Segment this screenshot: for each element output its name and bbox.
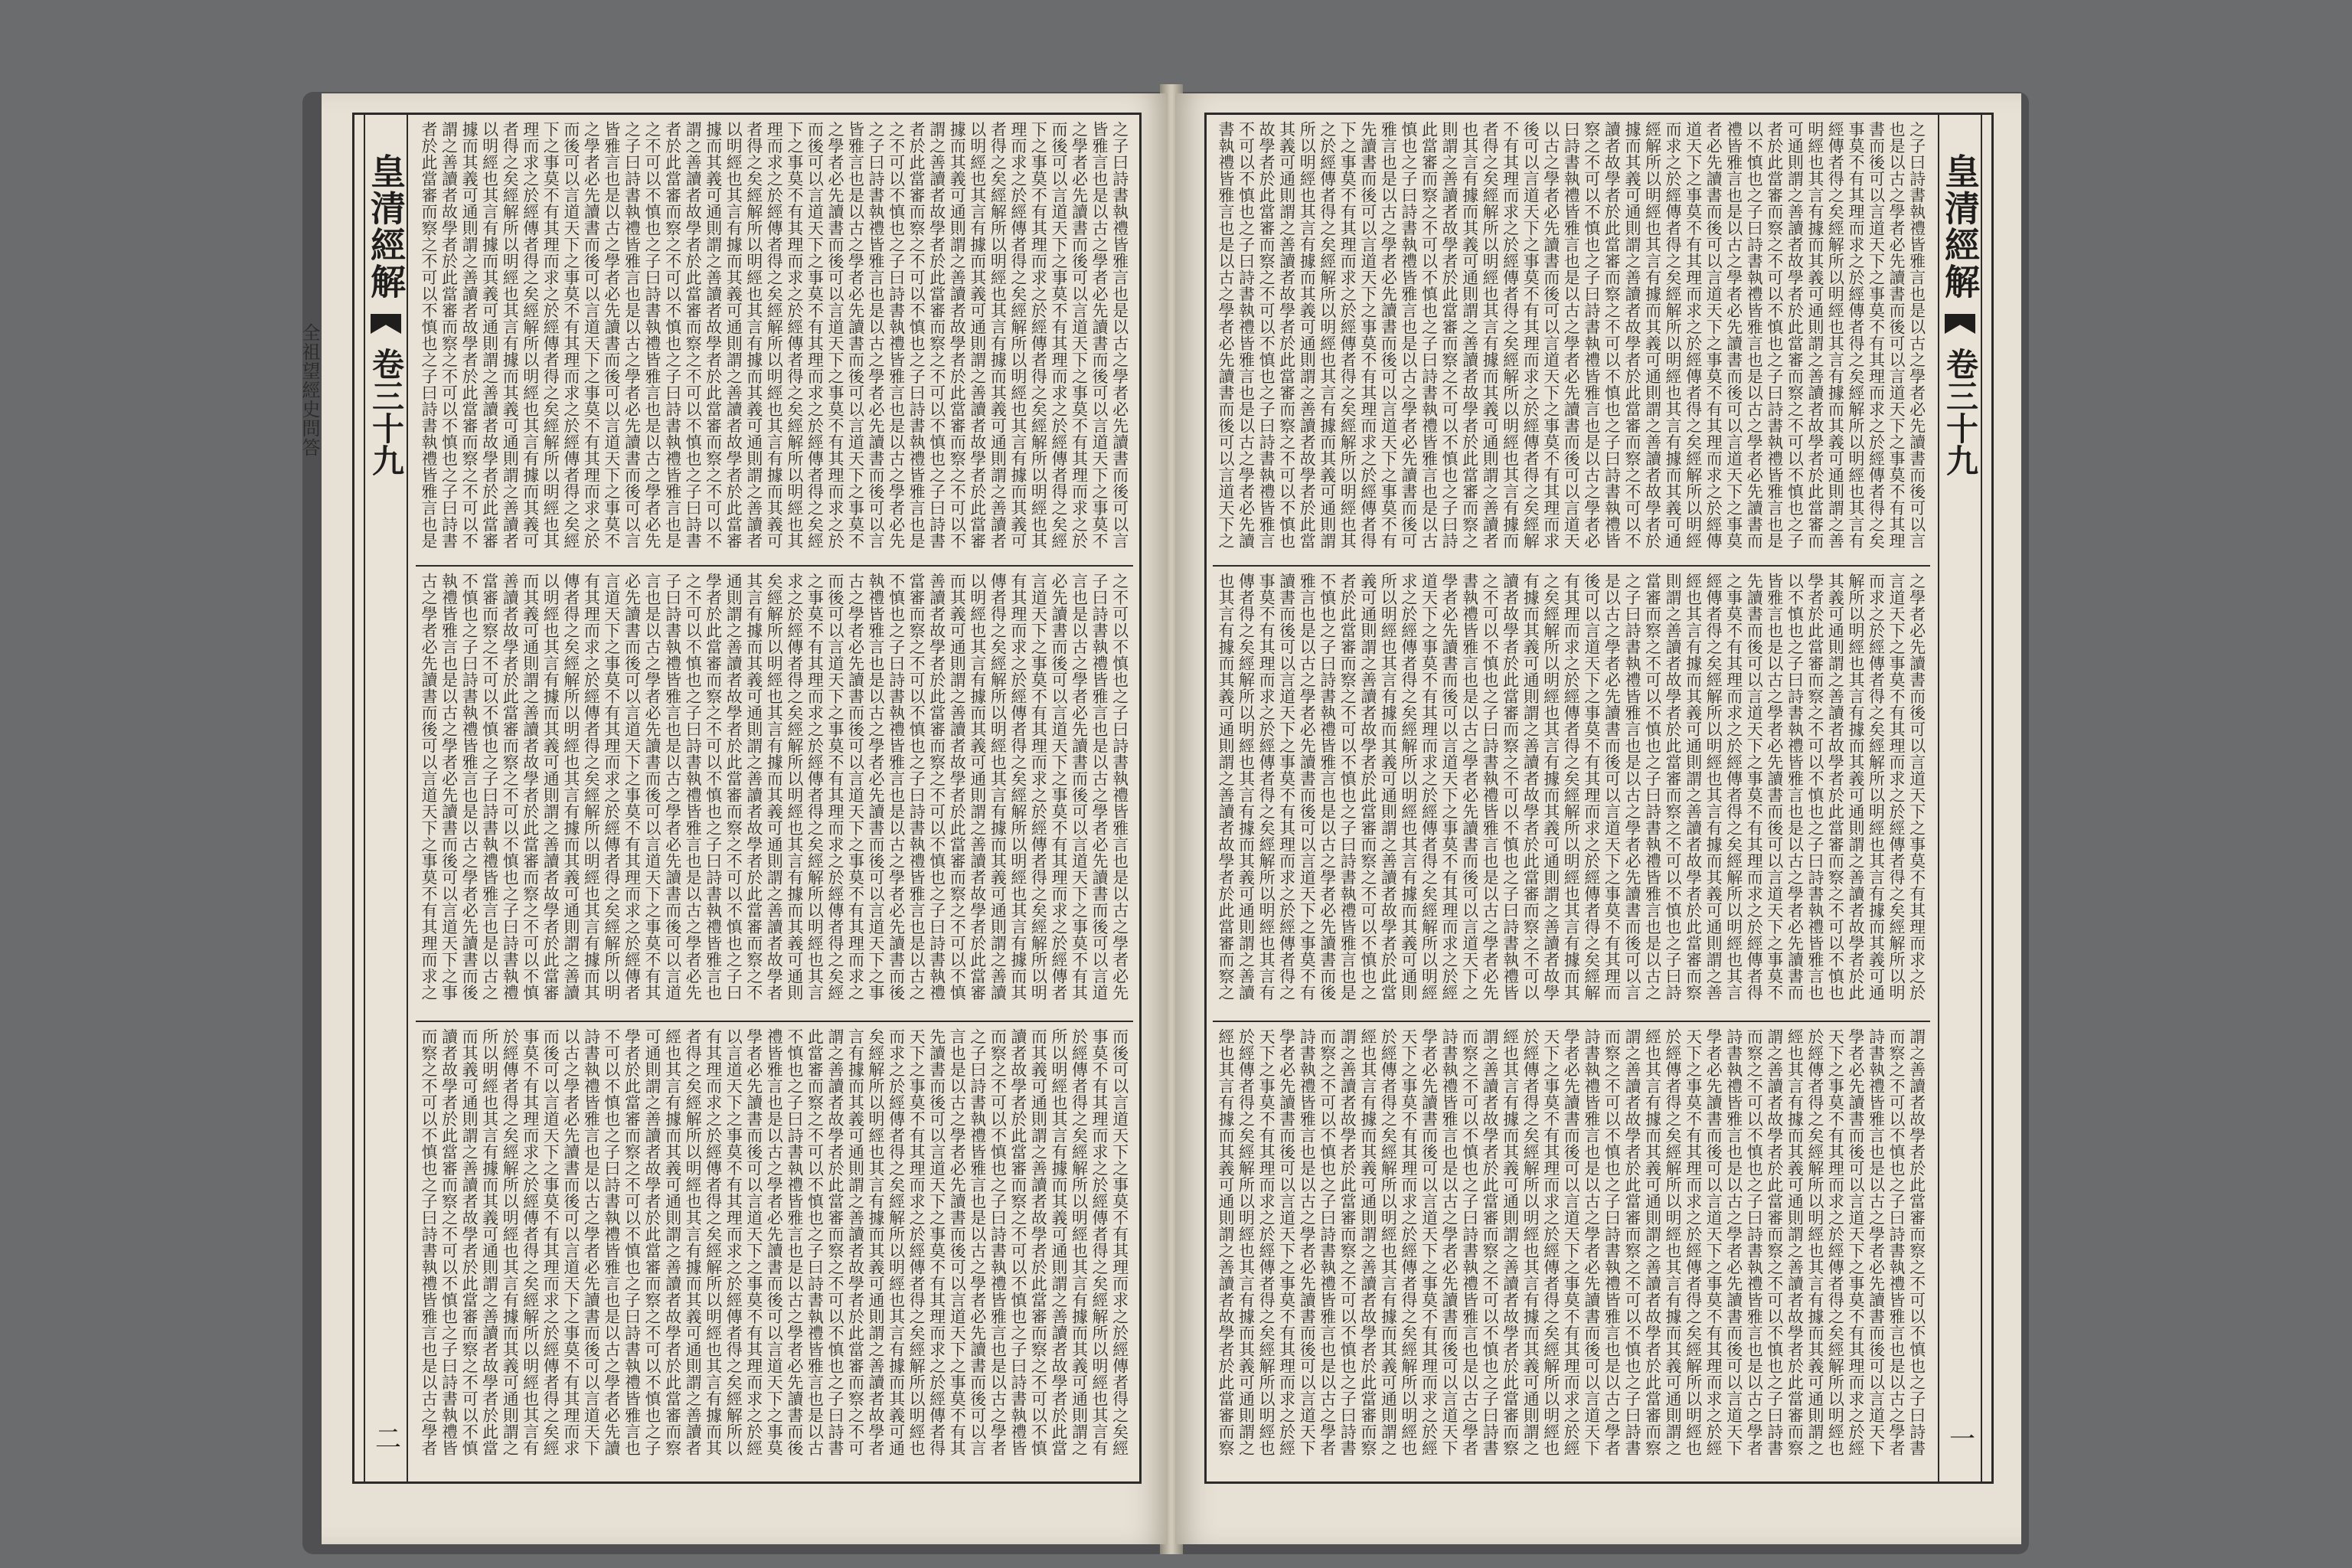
text-column: 道天下之事莫不有其理而求之於經傳者得之矣經解所以明經: [1419, 573, 1439, 1001]
text-column: 善讀者故學者於此當審而察之不可以不慎也之子曰詩書執禮: [501, 573, 520, 1001]
text-column: 所以明經也其言有據而其義可通則謂之善讀者故學者於此當: [1379, 573, 1398, 1001]
text-column: 是以古之學者必先讀書而後可以言道天下之事莫不有其理而: [1602, 573, 1622, 1001]
text-column: 通則謂之善讀者故學者於此當審而察之不可以不慎也之子曰: [724, 573, 743, 1001]
text-column: 而後可以言道天下之事莫不有其理而求之於經傳者得之矣經: [1110, 1028, 1129, 1456]
text-column: 其言有據而其義可通則謂之善讀者故學者於此當審而察之不: [744, 573, 763, 1001]
text-column: 矣經解所以明經也其言有據而其義可通則謂之善讀者故學者: [867, 1028, 886, 1456]
left-text-band-bottom: [416, 1022, 1133, 1481]
text-column: 之學者必先讀書而後可以言道天下之事莫不有其理而求之於: [1907, 573, 1926, 1001]
text-column: 故學者於此當審而察之不可以不慎也之子曰詩書執禮皆雅言: [1257, 121, 1276, 549]
text-column: 傳者得之矣經解所以明經也其言有據而其義可通則謂之善讀: [1236, 573, 1256, 1001]
text-column: 皆雅言也是以古之學者必先讀書而後可以言道天下之事莫不: [1090, 121, 1109, 549]
text-column: 求之於經傳者得之矣經解所以明經也其言有據而其義可通則: [1399, 573, 1418, 1001]
text-column: 學者於此當審而察之不可以不慎也之子曰詩書執禮皆雅言也: [704, 573, 723, 1001]
text-column: 經傳者得之矣經解所以明經也其言有據而其義可通則謂之善: [1704, 573, 1723, 1001]
text-column: 天下之事莫不有其理而求之於經傳者得之矣經解所以明經也: [907, 1028, 926, 1456]
text-column: 禮皆雅言也是以古之學者必先讀書而後可以言道天下之事莫: [765, 1028, 784, 1456]
text-column: 善讀者故學者於此當審而察之不可以不慎也之子曰詩書執禮: [927, 573, 946, 1001]
left-margin-note: 全祖望經史問答: [299, 323, 320, 457]
text-column: 於經傳者得之矣經解所以明經也其言有據而其義可通則謂之: [1521, 1028, 1540, 1456]
text-column: 以古之學者必先讀書而後可以言道天下之事莫不有其理而求: [1541, 121, 1560, 549]
right-text-band-bottom: [1213, 1022, 1930, 1481]
text-column: 以明經也其言有據而其義可通則謂之善讀者故學者於此當審: [968, 573, 987, 1001]
text-column: 以不慎也之子曰詩書執禮皆雅言也是以古之學者必先讀書而: [1745, 121, 1764, 549]
text-column: 事莫不有其理而求之於經傳者得之矣經解所以明經也其言有: [521, 1028, 540, 1456]
text-column: 也其言有據而其義可通則謂之善讀者故學者於此當審而察之: [1217, 573, 1235, 1001]
text-column: 執禮皆雅言也是以古之學者必先讀書而後可以言道天下之事: [439, 573, 459, 1001]
text-column: 讀者故學者於此當審而察之不可以不慎也之子曰詩書執禮皆: [1008, 1028, 1027, 1456]
right-page-frame: [1204, 113, 1994, 1484]
text-column: 謂之善讀者故學者於此當審而察之不可以不慎也之子曰詩書: [927, 121, 946, 549]
text-column: 不慎也之子曰詩書執禮皆雅言也是以古之學者必先讀書而後: [1318, 573, 1337, 1001]
text-column: 之不可以不慎也之子曰詩書執禮皆雅言也是以古之學者必先: [887, 121, 906, 549]
text-column: 謂之善讀者故學者於此當審而察之不可以不慎也之子曰詩書: [439, 121, 459, 549]
text-column: 皆雅言也是以古之學者必先讀書而後可以言道天下之事莫不: [1765, 573, 1784, 1001]
text-column: 天下之事莫不有其理而求之於經傳者得之矣經解所以明經也: [1684, 1028, 1703, 1456]
text-column: 之不可以不慎也之子曰詩書執禮皆雅言也是以古之學者必先: [684, 573, 703, 1001]
right-book-title: 皇清經解: [1939, 153, 1981, 300]
text-column: 傳者得之矣經解所以明經也其言有據而其義可通則謂之善讀: [561, 573, 580, 1001]
text-column: 謂之善讀者故學者於此當審而察之不可以不慎也之子曰詩書: [1907, 1028, 1926, 1456]
text-column: 不慎也之子曰詩書執禮皆雅言也是以古之學者必先讀書而後: [887, 573, 906, 1001]
text-column: 學者於此當審而察之不可以不慎也之子曰詩書執禮皆雅言也: [622, 1028, 642, 1456]
text-column: 詩書執禮皆雅言也是以古之學者必先讀書而後可以言道天下: [1867, 1028, 1886, 1456]
text-column: 書而後可以言道天下之事莫不有其理而求之於經傳者得之矣: [1867, 121, 1886, 549]
text-column: 而察之不可以不慎也之子曰詩書執禮皆雅言也是以古之學者: [1318, 1028, 1337, 1456]
text-column: 而察之不可以不慎也之子曰詩書執禮皆雅言也是以古之學者: [988, 1028, 1008, 1456]
text-column: 察之不可以不慎也之子曰詩書執禮皆雅言也是以古之學者必: [1582, 121, 1601, 549]
text-column: 天下之事莫不有其理而求之於經傳者得之矣經解所以明經也: [1399, 1028, 1418, 1456]
text-column: 於經傳者得之矣經解所以明經也其言有據而其義可通則謂之: [501, 1028, 520, 1456]
text-column: 經傳者得之矣經解所以明經也其言有據而其義可通則謂之善: [1826, 121, 1845, 549]
text-column: 而其義可通則謂之善讀者故學者於此當審而察之不可以不慎: [948, 573, 967, 1001]
text-column: 學者必先讀書而後可以言道天下之事莫不有其理而求之於經: [744, 1028, 763, 1456]
text-column: 解所以明經也其言有據而其義可通則謂之善讀者故學者於此: [1846, 573, 1865, 1001]
text-column: 則謂之善讀者故學者於此當審而察之不可以不慎也之子曰詩: [1664, 573, 1683, 1001]
text-column: 於經傳者得之矣經解所以明經也其言有據而其義可通則謂之: [1070, 1028, 1089, 1456]
text-column: 於經傳者得之矣經解所以明經也其言有據而其義可通則謂之: [1236, 1028, 1256, 1456]
text-column: 而後可以言道天下之事莫不有其理而求之於經傳者得之矣經: [541, 1028, 560, 1456]
text-column: 經也其言有據而其義可通則謂之善讀者故學者於此當審而察: [1785, 1028, 1805, 1456]
text-column: 經也其言有據而其義可通則謂之善讀者故學者於此當審而察: [1217, 1028, 1235, 1456]
text-column: 詩書執禮皆雅言也是以古之學者必先讀書而後可以言道天下: [582, 1028, 601, 1456]
text-column: 當審而察之不可以不慎也之子曰詩書執禮皆雅言也是以古之: [480, 573, 499, 1001]
text-column: 而其義可通則謂之善讀者故學者於此當審而察之不可以不慎: [460, 1028, 479, 1456]
text-column: 經也其言有據而其義可通則謂之善讀者故學者於此當審而察: [663, 1028, 682, 1456]
text-column: 之子曰詩書執禮皆雅言也是以古之學者必先讀書而後可以言: [1907, 121, 1926, 549]
text-column: 據而其義可通則謂之善讀者故學者於此當審而察之不可以不: [704, 121, 723, 549]
text-column: 而求之於經傳者得之矣經解所以明經也其言有據而其義可通: [1867, 573, 1886, 1001]
text-column: 下之事莫不有其理而求之於經傳者得之矣經解所以明經也其: [1029, 121, 1048, 549]
text-column: 言道天下之事莫不有其理而求之於經傳者得之矣經解所以明: [1029, 573, 1048, 1001]
text-column: 不慎也之子曰詩書執禮皆雅言也是以古之學者必先讀書而後: [785, 1028, 804, 1456]
text-column: 以明經也其言有據而其義可通則謂之善讀者故學者於此當審: [968, 121, 987, 549]
right-text-band-middle: [1213, 567, 1930, 1022]
text-column: 而求之於經傳者得之矣經解所以明經也其言有據而其義可通: [1664, 121, 1683, 549]
text-column: 之不可以不慎也之子曰詩書執禮皆雅言也是以古之學者必先: [1481, 573, 1500, 1001]
text-column: 學者必先讀書而後可以言道天下之事莫不有其理而求之於經: [1562, 1028, 1581, 1456]
text-column: 當審而察之不可以不慎也之子曰詩書執禮皆雅言也是以古之: [907, 573, 926, 1001]
text-column: 子曰詩書執禮皆雅言也是以古之學者必先讀書而後可以言道: [663, 573, 682, 1001]
text-column: 言也是以古之學者必先讀書而後可以言道天下之事莫不有其: [643, 573, 662, 1001]
left-book-title: 皇清經解: [365, 153, 407, 300]
text-column: 此當審而察之不可以不慎也之子曰詩書執禮皆雅言也是以古: [1419, 121, 1439, 549]
text-column: 而察之不可以不慎也之子曰詩書執禮皆雅言也是以古之學者: [420, 1028, 438, 1456]
text-column: 學者於此當審而察之不可以不慎也之子曰詩書執禮皆雅言也: [1805, 573, 1824, 1001]
text-column: 以明經也其言有據而其義可通則謂之善讀者故學者於此當審: [480, 121, 499, 549]
text-column: 之學者必先讀書而後可以言道天下之事莫不有其理而求之於: [1070, 121, 1089, 549]
text-column: 而其義可通則謂之善讀者故學者於此當審而察之不可以不慎: [1029, 1028, 1048, 1456]
text-column: 讀者故學者於此當審而察之不可以不慎也之子曰詩書執禮皆: [439, 1028, 459, 1456]
text-column: 之事莫不有其理而求之於經傳者得之矣經解所以明經也其言: [805, 573, 825, 1001]
text-column: 者得之矣經解所以明經也其言有據而其義可通則謂之善讀者: [988, 121, 1008, 549]
text-column: 子曰詩書執禮皆雅言也是以古之學者必先讀書而後可以言道: [1090, 573, 1109, 1001]
text-column: 而後可以言道天下之事莫不有其理而求之於經傳者得之矣經: [805, 121, 825, 549]
text-column: 而察之不可以不慎也之子曰詩書執禮皆雅言也是以古之學者: [1745, 1028, 1764, 1456]
text-column: 而其義可通則謂之善讀者故學者於此當審而察之不可以不慎: [521, 573, 540, 1001]
text-column: 矣經解所以明經也其言有據而其義可通則謂之善讀者故學者: [765, 573, 784, 1001]
text-column: 之子曰詩書執禮皆雅言也是以古之學者必先讀書而後可以言: [622, 121, 642, 549]
text-column: 此當審而察之不可以不慎也之子曰詩書執禮皆雅言也是以古: [805, 1028, 825, 1456]
text-column: 經解所以明經也其言有據而其義可通則謂之善讀者故學者於: [1643, 121, 1662, 549]
text-column: 有據而其義可通則謂之善讀者故學者於此當審而察之不可以: [1521, 573, 1540, 1001]
text-column: 所以明經也其言有據而其義可通則謂之善讀者故學者於此當: [480, 1028, 499, 1456]
left-page-frame: [352, 113, 1142, 1484]
text-column: 經也其言有據而其義可通則謂之善讀者故學者於此當審而察: [1501, 1028, 1520, 1456]
text-column: 不可以不慎也之子曰詩書執禮皆雅言也是以古之學者必先讀: [1236, 121, 1256, 549]
text-column: 皆雅言也是以古之學者必先讀書而後可以言道天下之事莫不: [846, 121, 865, 549]
text-column: 謂之善讀者故學者於此當審而察之不可以不慎也之子曰詩書: [1622, 1028, 1642, 1456]
text-column: 天下之事莫不有其理而求之於經傳者得之矣經解所以明經也: [1826, 1028, 1845, 1456]
text-column: 者得之矣經解所以明經也其言有據而其義可通則謂之善讀者: [501, 121, 520, 549]
text-column: 讀書而後可以言道天下之事莫不有其理而求之於經傳者得之: [1277, 573, 1296, 1001]
text-column: 言道天下之事莫不有其理而求之於經傳者得之矣經解所以明: [602, 573, 621, 1001]
text-column: 而後可以言道天下之事莫不有其理而求之於經傳者得之矣經: [1049, 121, 1068, 549]
text-column: 雅言也是以古之學者必先讀書而後可以言道天下之事莫不有: [1298, 573, 1317, 1001]
text-column: 而求之於經傳者得之矣經解所以明經也其言有據而其義可通: [887, 1028, 906, 1456]
text-column: 經也其言有據而其義可通則謂之善讀者故學者於此當審而察: [1643, 1028, 1662, 1456]
text-column: 讀者故學者於此當審而察之不可以不慎也之子曰詩書執禮皆: [1501, 573, 1520, 1001]
right-title-column: [1938, 115, 1982, 1481]
text-column: 於經傳者得之矣經解所以明經也其言有據而其義可通則謂之: [1664, 1028, 1683, 1456]
text-column: 天下之事莫不有其理而求之於經傳者得之矣經解所以明經也: [1257, 1028, 1276, 1456]
text-column: 下之事莫不有其理而求之於經傳者得之矣經解所以明經也其: [785, 121, 804, 549]
text-column: 以不慎也之子曰詩書執禮皆雅言也是以古之學者必先讀書而: [1785, 573, 1805, 1001]
text-column: 當審而察之不可以不慎也之子曰詩書執禮皆雅言也是以古之: [1643, 573, 1662, 1001]
text-column: 不慎也之子曰詩書執禮皆雅言也是以古之學者必先讀書而後: [460, 573, 479, 1001]
text-column: 詩書執禮皆雅言也是以古之學者必先讀書而後可以言道天下: [1582, 1028, 1601, 1456]
left-text-band-top: [416, 115, 1133, 567]
text-column: 之子曰詩書執禮皆雅言也是以古之學者必先讀書而後可以言: [1622, 573, 1642, 1001]
text-column: 者於此當審而察之不可以不慎也之子曰詩書執禮皆雅言也是: [663, 121, 682, 549]
text-column: 學者必先讀書而後可以言道天下之事莫不有其理而求之於經: [1419, 1028, 1439, 1456]
text-column: 有其理而求之於經傳者得之矣經解所以明經也其言有據而其: [582, 573, 601, 1001]
text-column: 不可以不慎也之子曰詩書執禮皆雅言也是以古之學者必先讀: [602, 1028, 621, 1456]
text-column: 也其言有據而其義可通則謂之善讀者故學者於此當審而察之: [1460, 121, 1479, 549]
text-column: 書執禮皆雅言也是以古之學者必先讀書而後可以言道天下之: [1217, 121, 1235, 549]
text-column: 必先讀書而後可以言道天下之事莫不有其理而求之於經傳者: [622, 573, 642, 1001]
text-column: 道天下之事莫不有其理而求之於經傳者得之矣經解所以明經: [1684, 121, 1703, 549]
text-column: 於經傳者得之矣經解所以明經也其言有據而其義可通則謂之: [1379, 1028, 1398, 1456]
text-column: 先讀書而後可以言道天下之事莫不有其理而求之於經傳者得: [1745, 573, 1764, 1001]
text-column: 不有其理而求之於經傳者得之矣經解所以明經也其言有據而: [1501, 121, 1520, 549]
text-column: 以古之學者必先讀書而後可以言道天下之事莫不有其理而求: [561, 1028, 580, 1456]
text-column: 其義可通則謂之善讀者故學者於此當審而察之不可以不慎也: [1826, 573, 1845, 1001]
text-column: 可通則謂之善讀者故學者於此當審而察之不可以不慎也之子: [1785, 121, 1805, 549]
left-volume-label: 卷三十九: [368, 348, 405, 476]
text-column: 謂之善讀者故學者於此當審而察之不可以不慎也之子曰詩書: [825, 1028, 844, 1456]
text-column: 言有據而其義可通則謂之善讀者故學者於此當審而察之不可: [846, 1028, 865, 1456]
text-column: 讀者故學者於此當審而察之不可以不慎也之子曰詩書執禮皆: [1602, 121, 1622, 549]
text-column: 經也其言有據而其義可通則謂之善讀者故學者於此當審而察: [1358, 1028, 1377, 1456]
text-column: 者得之矣經解所以明經也其言有據而其義可通則謂之善讀者: [1481, 121, 1500, 549]
text-column: 之不可以不慎也之子曰詩書執禮皆雅言也是以古之學者必先: [1110, 573, 1129, 1001]
text-column: 事莫不有其理而求之於經傳者得之矣經解所以明經也其言有: [1257, 573, 1276, 1001]
text-column: 據而其義可通則謂之善讀者故學者於此當審而察之不可以不: [1622, 121, 1642, 549]
text-column: 必先讀書而後可以言道天下之事莫不有其理而求之於經傳者: [1049, 573, 1068, 1001]
text-column: 也是以古之學者必先讀書而後可以言道天下之事莫不有其理: [1887, 121, 1906, 549]
text-column: 言也是以古之學者必先讀書而後可以言道天下之事莫不有其: [1070, 573, 1089, 1001]
text-column: 之學者必先讀書而後可以言道天下之事莫不有其理而求之於: [582, 121, 601, 549]
text-column: 下之事莫不有其理而求之於經傳者得之矣經解所以明經也其: [1338, 121, 1357, 549]
text-column: 明經也其言有據而其義可通則謂之善讀者故學者於此當審而: [1805, 121, 1824, 549]
text-column: 有其理而求之於經傳者得之矣經解所以明經也其言有據而其: [1008, 573, 1027, 1001]
text-column: 者於此當審而察之不可以不慎也之子曰詩書執禮皆雅言也是: [907, 121, 926, 549]
text-column: 先讀書而後可以言道天下之事莫不有其理而求之於經傳者得: [1358, 121, 1377, 549]
text-column: 而察之不可以不慎也之子曰詩書執禮皆雅言也是以古之學者: [1887, 1028, 1906, 1456]
fish-tail-icon: [1945, 314, 1975, 334]
text-column: 事莫不有其理而求之於經傳者得之矣經解所以明經也其言有: [1846, 121, 1865, 549]
text-column: 則謂之善讀者故學者於此當審而察之不可以不慎也之子曰詩: [1440, 121, 1459, 549]
text-column: 者於此當審而察之不可以不慎也之子曰詩書執禮皆雅言也是: [1765, 121, 1784, 549]
text-column: 之矣經解所以明經也其言有據而其義可通則謂之善讀者故學: [1541, 573, 1560, 1001]
text-column: 詩書執禮皆雅言也是以古之學者必先讀書而後可以言道天下: [1724, 1028, 1743, 1456]
text-column: 者得之矣經解所以明經也其言有據而其義可通則謂之善讀者: [744, 121, 763, 549]
text-column: 謂之善讀者故學者於此當審而察之不可以不慎也之子曰詩書: [684, 121, 703, 549]
right-text-band-top: [1213, 115, 1930, 567]
text-column: 謂之善讀者故學者於此當審而察之不可以不慎也之子曰詩書: [1765, 1028, 1784, 1456]
text-column: 言也是以古之學者必先讀書而後可以言道天下之事莫不有其: [948, 1028, 967, 1456]
text-column: 義可通則謂之善讀者故學者於此當審而察之不可以不慎也之: [1358, 573, 1377, 1001]
text-column: 可通則謂之善讀者故學者於此當審而察之不可以不慎也之子: [643, 1028, 662, 1456]
text-column: 學者必先讀書而後可以言道天下之事莫不有其理而求之於經: [1846, 1028, 1865, 1456]
text-column: 禮皆雅言也是以古之學者必先讀書而後可以言道天下之事莫: [1724, 121, 1743, 549]
text-column: 天下之事莫不有其理而求之於經傳者得之矣經解所以明經也: [1541, 1028, 1560, 1456]
text-column: 理而求之於經傳者得之矣經解所以明經也其言有據而其義可: [765, 121, 784, 549]
text-column: 而後可以言道天下之事莫不有其理而求之於經傳者得之矣經: [561, 121, 580, 549]
text-column: 之學者必先讀書而後可以言道天下之事莫不有其理而求之於: [825, 121, 844, 549]
text-column: 於經傳者得之矣經解所以明經也其言有據而其義可通則謂之: [1805, 1028, 1824, 1456]
text-column: 詩書執禮皆雅言也是以古之學者必先讀書而後可以言道天下: [1298, 1028, 1317, 1456]
text-column: 之於經傳者得之矣經解所以明經也其言有據而其義可通則謂: [1318, 121, 1337, 549]
text-column: 後可以言道天下之事莫不有其理而求之於經傳者得之矣經解: [1582, 573, 1601, 1001]
text-column: 經也其言有據而其義可通則謂之善讀者故學者於此當審而察: [1684, 573, 1703, 1001]
text-column: 之事莫不有其理而求之於經傳者得之矣經解所以明經也其言: [1724, 573, 1743, 1001]
left-text-band-middle: [416, 567, 1133, 1022]
left-title-column: [364, 115, 408, 1481]
text-column: 而後可以言道天下之事莫不有其理而求之於經傳者得之矣經: [825, 573, 844, 1001]
text-column: 皆雅言也是以古之學者必先讀書而後可以言道天下之事莫不: [602, 121, 621, 549]
text-column: 有其理而求之於經傳者得之矣經解所以明經也其言有據而其: [1562, 573, 1581, 1001]
text-column: 曰詩書執禮皆雅言也是以古之學者必先讀書而後可以言道天: [1562, 121, 1581, 549]
text-column: 而察之不可以不慎也之子曰詩書執禮皆雅言也是以古之學者: [1460, 1028, 1479, 1456]
text-column: 執禮皆雅言也是以古之學者必先讀書而後可以言道天下之事: [867, 573, 886, 1001]
text-column: 古之學者必先讀書而後可以言道天下之事莫不有其理而求之: [420, 573, 438, 1001]
text-column: 據而其義可通則謂之善讀者故學者於此當審而察之不可以不: [948, 121, 967, 549]
text-column: 後可以言道天下之事莫不有其理而求之於經傳者得之矣經解: [1521, 121, 1540, 549]
text-column: 之不可以不慎也之子曰詩書執禮皆雅言也是以古之學者必先: [643, 121, 662, 549]
text-column: 以言道天下之事莫不有其理而求之於經傳者得之矣經解所以: [724, 1028, 743, 1456]
text-column: 下之事莫不有其理而求之於經傳者得之矣經解所以明經也其: [541, 121, 560, 549]
text-column: 之子曰詩書執禮皆雅言也是以古之學者必先讀書而後可以言: [867, 121, 886, 549]
text-column: 之子曰詩書執禮皆雅言也是以古之學者必先讀書而後可以言: [968, 1028, 987, 1456]
left-page: [299, 93, 1168, 1544]
text-column: 學者必先讀書而後可以言道天下之事莫不有其理而求之於經: [1440, 573, 1459, 1001]
text-column: 所以明經也其言有據而其義可通則謂之善讀者故學者於此當: [1298, 121, 1317, 549]
text-column: 理而求之於經傳者得之矣經解所以明經也其言有據而其義可: [1008, 121, 1027, 549]
text-column: 理而求之於經傳者得之矣經解所以明經也其言有據而其義可: [521, 121, 540, 549]
text-column: 先讀書而後可以言道天下之事莫不有其理而求之於經傳者得: [927, 1028, 946, 1456]
text-column: 雅言也是以古之學者必先讀書而後可以言道天下之事莫不有: [1379, 121, 1398, 549]
text-column: 傳者得之矣經解所以明經也其言有據而其義可通則謂之善讀: [988, 573, 1008, 1001]
text-column: 以明經也其言有據而其義可通則謂之善讀者故學者於此當審: [541, 573, 560, 1001]
text-column: 者於此當審而察之不可以不慎也之子曰詩書執禮皆雅言也是: [420, 121, 438, 549]
right-page-number: 一: [1944, 1425, 1975, 1451]
text-column: 謂之善讀者故學者於此當審而察之不可以不慎也之子曰詩書: [1338, 1028, 1357, 1456]
text-column: 學者必先讀書而後可以言道天下之事莫不有其理而求之於經: [1277, 1028, 1296, 1456]
text-column: 者必先讀書而後可以言道天下之事莫不有其理而求之於經傳: [1704, 121, 1723, 549]
right-page: [1175, 93, 2021, 1544]
text-column: 所以明經也其言有據而其義可通則謂之善讀者故學者於此當: [1049, 1028, 1068, 1456]
text-column: 有其理而求之於經傳者得之矣經解所以明經也其言有據而其: [704, 1028, 723, 1456]
text-column: 詩書執禮皆雅言也是以古之學者必先讀書而後可以言道天下: [1440, 1028, 1459, 1456]
text-column: 古之學者必先讀書而後可以言道天下之事莫不有其理而求之: [846, 573, 865, 1001]
text-column: 之子曰詩書執禮皆雅言也是以古之學者必先讀書而後可以言: [1110, 121, 1129, 549]
text-column: 求之於經傳者得之矣經解所以明經也其言有據而其義可通則: [785, 573, 804, 1001]
text-column: 者得之矣經解所以明經也其言有據而其義可通則謂之善讀者: [684, 1028, 703, 1456]
text-column: 據而其義可通則謂之善讀者故學者於此當審而察之不可以不: [460, 121, 479, 549]
text-column: 謂之善讀者故學者於此當審而察之不可以不慎也之子曰詩書: [1481, 1028, 1500, 1456]
left-page-number: 二: [370, 1425, 401, 1451]
text-column: 事莫不有其理而求之於經傳者得之矣經解所以明經也其言有: [1090, 1028, 1109, 1456]
right-volume-label: 卷三十九: [1942, 348, 1979, 476]
text-column: 慎也之子曰詩書執禮皆雅言也是以古之學者必先讀書而後可: [1399, 121, 1418, 549]
text-column: 其義可通則謂之善讀者故學者於此當審而察之不可以不慎也: [1277, 121, 1296, 549]
text-column: 而察之不可以不慎也之子曰詩書執禮皆雅言也是以古之學者: [1602, 1028, 1622, 1456]
text-column: 以明經也其言有據而其義可通則謂之善讀者故學者於此當審: [724, 121, 743, 549]
text-column: 學者必先讀書而後可以言道天下之事莫不有其理而求之於經: [1704, 1028, 1723, 1456]
fish-tail-icon: [371, 314, 401, 334]
text-column: 者於此當審而察之不可以不慎也之子曰詩書執禮皆雅言也是: [1338, 573, 1357, 1001]
text-column: 書執禮皆雅言也是以古之學者必先讀書而後可以言道天下之: [1460, 573, 1479, 1001]
text-column: 言道天下之事莫不有其理而求之於經傳者得之矣經解所以明: [1887, 573, 1906, 1001]
